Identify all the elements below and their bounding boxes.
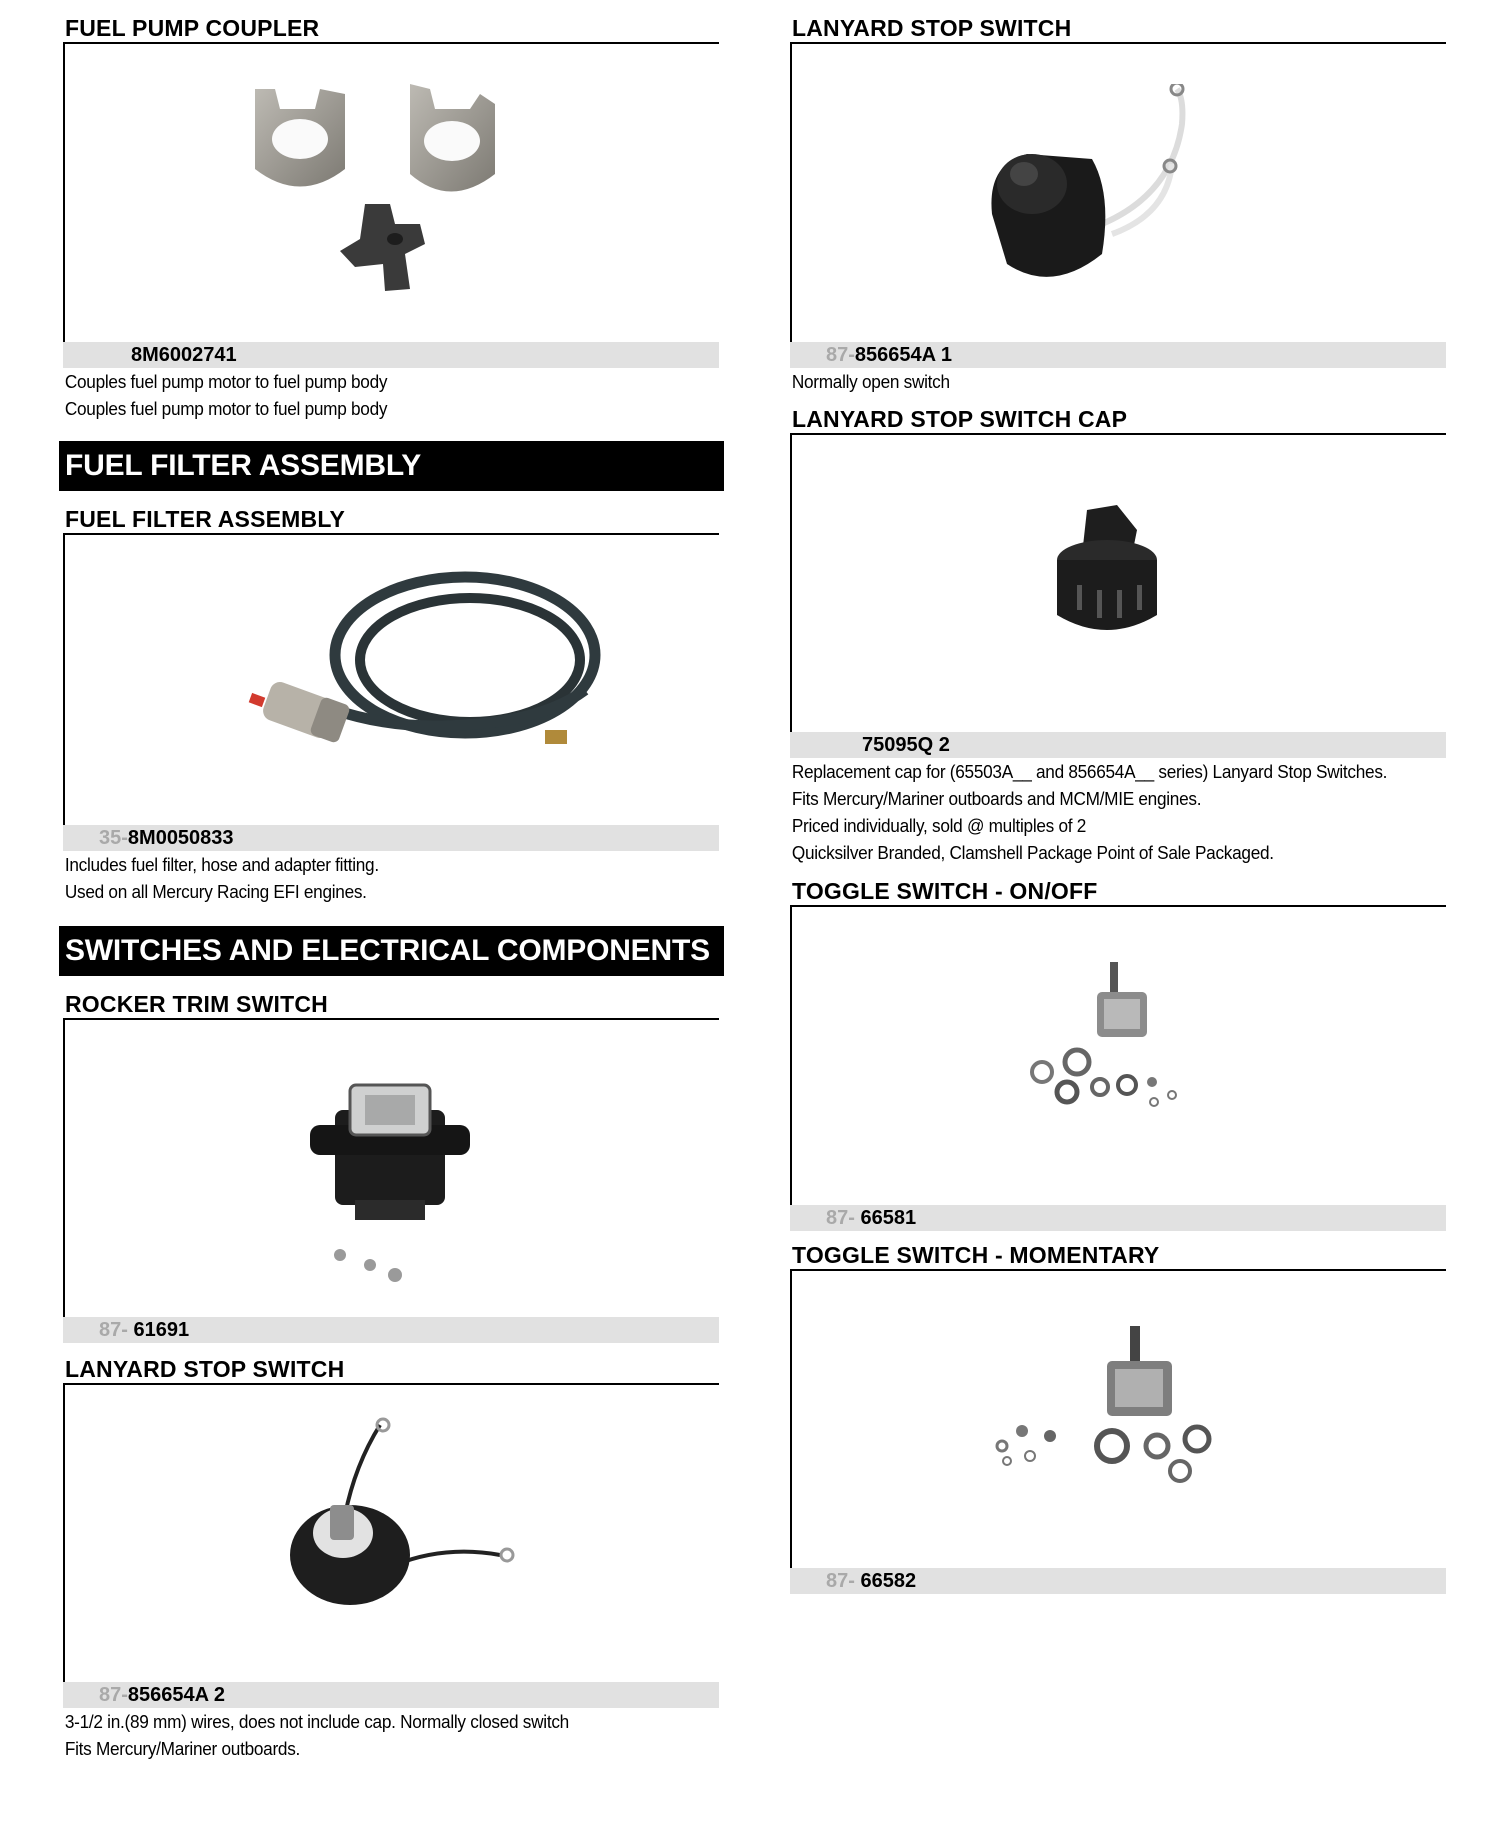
lanyard-stop-switch-1-block bbox=[790, 14, 1446, 395]
item-image-box bbox=[790, 1271, 1446, 1568]
part-number-bar bbox=[790, 732, 1446, 758]
description-line: Used on all Mercury Racing EFI engines. bbox=[64, 881, 367, 902]
fuel-filter-photo-icon bbox=[215, 560, 655, 760]
part-number: 8M0050833 bbox=[127, 827, 234, 849]
part-prefix: 87- bbox=[826, 1207, 855, 1229]
part-number-bar bbox=[790, 1205, 1446, 1231]
fuel-pump-coupler-block bbox=[63, 14, 719, 422]
item-title: LANYARD STOP SWITCH bbox=[63, 1355, 719, 1385]
section-header-switches: SWITCHES AND ELECTRICAL COMPONENTS bbox=[59, 926, 724, 976]
lanyard-stop-switch-cap-block bbox=[790, 405, 1446, 866]
part-number: 61691 bbox=[127, 1319, 190, 1341]
description-line: Couples fuel pump motor to fuel pump body bbox=[64, 398, 388, 419]
part-number: 8M6002741 bbox=[131, 344, 237, 366]
part-number: 75095Q 2 bbox=[862, 734, 950, 756]
description-line: 3-1/2 in.(89 mm) wires, does not include cap. Normally closed switch bbox=[64, 1711, 569, 1732]
part-prefix: 87- bbox=[826, 1570, 855, 1592]
item-title: FUEL PUMP COUPLER bbox=[63, 14, 719, 44]
part-prefix: 87- bbox=[99, 1319, 128, 1341]
description-line: Replacement cap for (65503A__ and 856654A__ series) Lanyard Stop Switches. bbox=[791, 761, 1388, 782]
part-number-bar bbox=[63, 825, 719, 851]
rocker-trim-switch-block bbox=[63, 990, 719, 1343]
toggle-switch-on-off-block bbox=[790, 877, 1446, 1231]
item-title: TOGGLE SWITCH - MOMENTARY bbox=[790, 1241, 1446, 1271]
item-image-box bbox=[63, 44, 719, 342]
item-title: FUEL FILTER ASSEMBLY bbox=[63, 505, 719, 535]
section-header-fuel-filter: FUEL FILTER ASSEMBLY bbox=[59, 441, 724, 491]
description-line: Fits Mercury/Mariner outboards. bbox=[64, 1738, 301, 1759]
description-line: Fits Mercury/Mariner outboards and MCM/MIE engines. bbox=[791, 788, 1202, 809]
item-image-box bbox=[63, 1385, 719, 1682]
part-number: 66581 bbox=[854, 1207, 917, 1229]
part-number-bar bbox=[63, 342, 719, 368]
part-prefix: 87- bbox=[99, 1684, 128, 1706]
part-prefix: 35- bbox=[99, 827, 128, 849]
description-line: Quicksilver Branded, Clamshell Package Point of Sale Packaged. bbox=[791, 842, 1274, 863]
part-number: 66582 bbox=[854, 1570, 917, 1592]
part-number-bar bbox=[790, 1568, 1446, 1594]
rocker-trim-switch-photo-icon bbox=[295, 1070, 495, 1290]
toggle-switch-photo-icon bbox=[982, 1321, 1242, 1501]
fuel-pump-coupler-photo-icon bbox=[245, 69, 545, 319]
lanyard-stop-switch-2-block bbox=[63, 1355, 719, 1762]
part-number-bar bbox=[790, 342, 1446, 368]
description-line: Couples fuel pump motor to fuel pump body bbox=[64, 371, 388, 392]
item-title: LANYARD STOP SWITCH bbox=[790, 14, 1446, 44]
fuel-filter-block bbox=[63, 505, 719, 905]
description-line: Includes fuel filter, hose and adapter fitting. bbox=[64, 854, 379, 875]
item-title: TOGGLE SWITCH - ON/OFF bbox=[790, 877, 1446, 907]
description-line: Priced individually, sold @ multiples of 2 bbox=[791, 815, 1087, 836]
item-image-box bbox=[63, 1020, 719, 1317]
toggle-switch-momentary-block bbox=[790, 1241, 1446, 1594]
lanyard-stop-switch-cap-photo-icon bbox=[1052, 505, 1162, 655]
lanyard-stop-switch-photo-icon bbox=[285, 1415, 535, 1625]
item-image-box bbox=[790, 435, 1446, 732]
item-title: ROCKER TRIM SWITCH bbox=[63, 990, 719, 1020]
part-number: 856654A 2 bbox=[127, 1684, 226, 1706]
part-number-bar bbox=[63, 1317, 719, 1343]
item-title: LANYARD STOP SWITCH CAP bbox=[790, 405, 1446, 435]
description-line: Normally open switch bbox=[791, 371, 950, 392]
lanyard-stop-switch-photo-icon bbox=[972, 84, 1232, 314]
item-image-box bbox=[790, 44, 1446, 342]
part-number: 856654A 1 bbox=[854, 344, 953, 366]
toggle-switch-photo-icon bbox=[1022, 957, 1192, 1117]
part-number-bar bbox=[63, 1682, 719, 1708]
item-image-box bbox=[63, 535, 719, 825]
item-image-box bbox=[790, 907, 1446, 1205]
part-prefix: 87- bbox=[826, 344, 855, 366]
